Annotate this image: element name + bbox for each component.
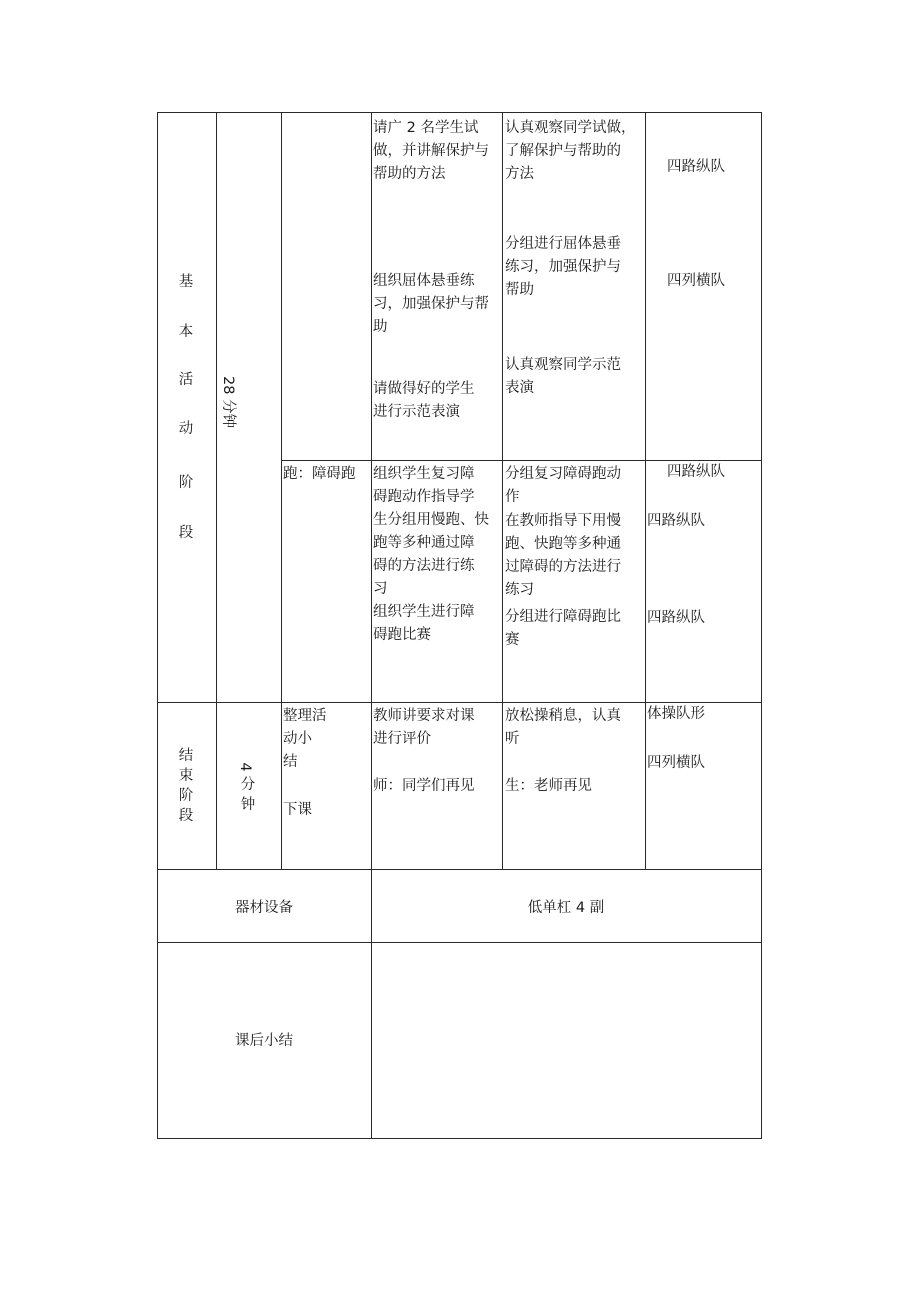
student-activity: 分组进行障碍跑比 赛 — [505, 609, 621, 648]
row-divider — [157, 942, 762, 943]
student-activity: 分组复习障碍跑动 作 — [505, 466, 621, 505]
teacher-activity: 组织学生复习障 碍跑动作指导学 生分组用慢跑、快 跑等多种通过障 碍的方法进行练 习 组织学生进行障 碍跑比赛 — [373, 466, 489, 643]
row-divider — [157, 869, 762, 870]
column-divider — [281, 112, 282, 869]
student-activity: 放松操稍息，认真 听 — [505, 708, 621, 747]
basic-stage-time: 28 分钟 — [220, 375, 236, 429]
organization-form: 体操队形 — [647, 706, 705, 722]
content-item: 跑：障碍跑 — [283, 466, 356, 482]
organization-form: 四路纵队 — [667, 464, 725, 480]
stage-char: 段 — [178, 525, 194, 541]
teacher-activity: 教师讲要求对课 进行评价 — [373, 708, 475, 747]
stage-char: 结 — [178, 748, 194, 764]
stage-char: 阶 — [178, 788, 194, 804]
stage-char: 动 — [178, 421, 194, 437]
time-number: 4 — [237, 762, 253, 772]
time-char: 钟 — [240, 797, 256, 813]
table-border-right — [761, 112, 762, 1139]
stage-char: 基 — [178, 274, 194, 290]
time-char: 分 — [240, 777, 256, 793]
organization-form: 四路纵队 — [647, 513, 705, 529]
student-activity: 在教师指导下用慢 跑、快跑等多种通 过障碍的方法进行 练习 — [505, 513, 621, 598]
student-activity: 认真观察同学示范 表演 — [505, 357, 621, 396]
equipment-value: 低单杠 4 副 — [527, 900, 605, 916]
teacher-activity: 请广 2 名学生试 做，并讲解保护与 帮助的方法 — [373, 120, 489, 182]
column-divider — [502, 112, 503, 869]
table-border-top — [157, 112, 762, 113]
teacher-activity: 请做得好的学生 进行示范表演 — [373, 381, 475, 420]
summary-label: 课后小结 — [235, 1033, 293, 1049]
stage-char: 阶 — [178, 475, 194, 491]
stage-char: 活 — [178, 372, 194, 388]
organization-form: 四路纵队 — [667, 159, 725, 175]
student-activity: 生：老师再见 — [505, 778, 592, 794]
stage-char: 段 — [178, 808, 194, 824]
content-item: 整理活 动小 结 — [283, 708, 327, 770]
teacher-activity: 组织屈体悬垂练 习，加强保护与帮 助 — [373, 273, 489, 335]
organization-form: 四列横队 — [647, 755, 705, 771]
organization-form: 四路纵队 — [647, 610, 705, 626]
student-activity: 认真观察同学试做， 了解保护与帮助的 方法 — [505, 120, 636, 182]
table-border-bottom — [157, 1138, 762, 1139]
stage-char: 束 — [178, 768, 194, 784]
organization-form: 四列横队 — [667, 273, 725, 289]
content-item: 下课 — [283, 802, 312, 818]
table-border-left — [157, 112, 158, 1139]
teacher-activity: 师：同学们再见 — [373, 778, 475, 794]
stage-char: 本 — [178, 324, 194, 340]
column-divider — [371, 112, 372, 1139]
column-divider — [645, 112, 646, 869]
student-activity: 分组进行屈体悬垂 练习，加强保护与 帮助 — [505, 236, 621, 298]
column-divider — [216, 112, 217, 869]
equipment-label: 器材设备 — [235, 900, 293, 916]
